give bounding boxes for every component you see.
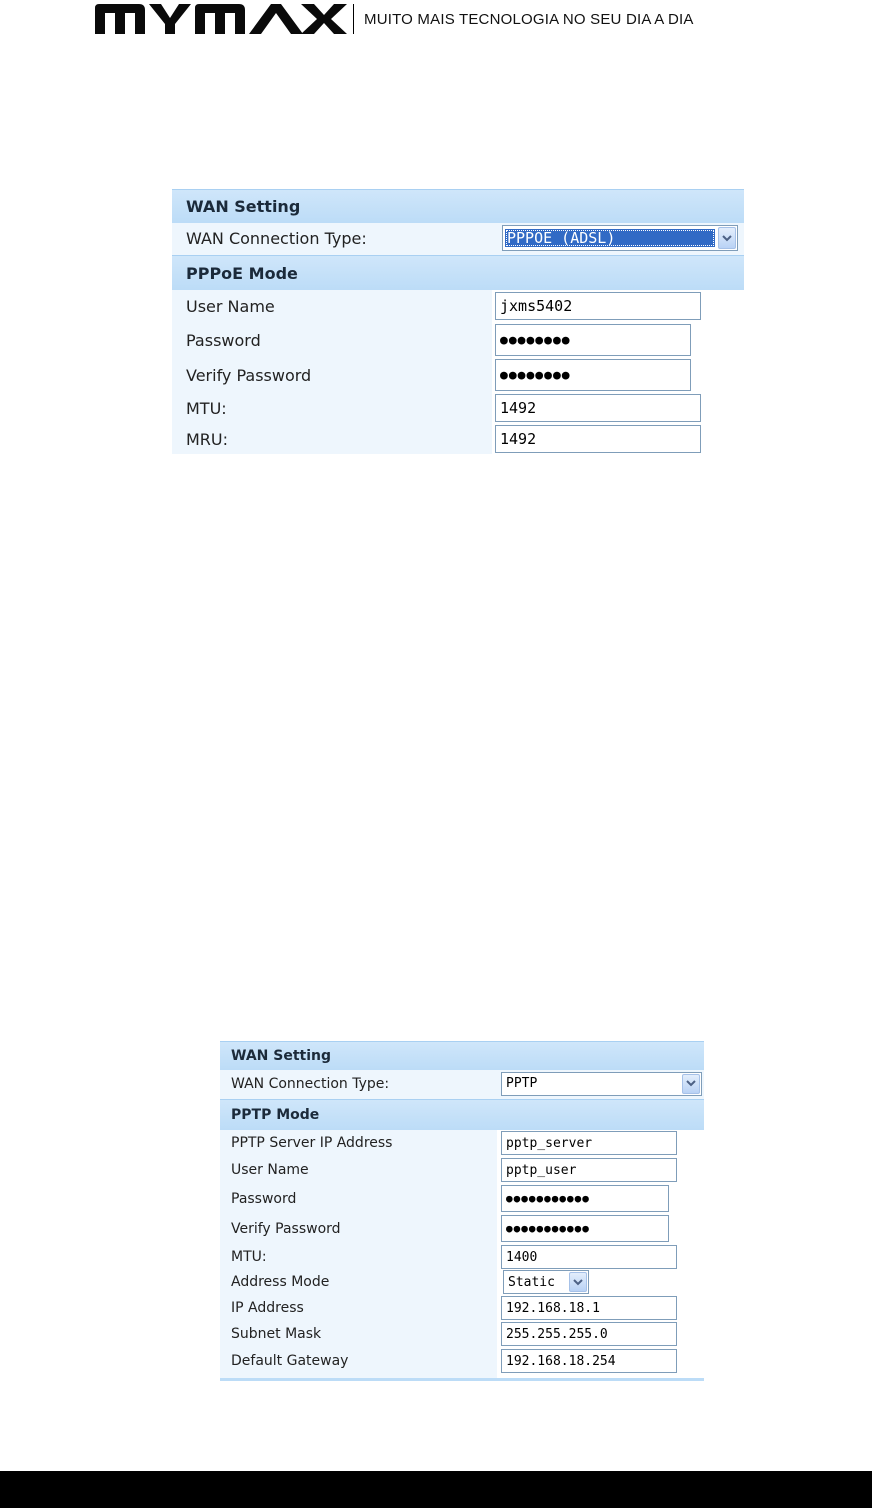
pptp-user-name-row	[220, 1157, 704, 1183]
pptp-address-mode-select[interactable]	[503, 1270, 589, 1294]
pptp-mtu-input[interactable]: 1400	[501, 1245, 677, 1269]
pptp-user-name-input[interactable]: pptp_user	[501, 1158, 677, 1182]
pptp-wan-connection-type-label: WAN Connection Type:	[231, 1075, 390, 1092]
pptp-verify-password-row	[220, 1214, 704, 1243]
pptp-subnet-mask-label: Subnet Mask	[231, 1326, 322, 1342]
wan-setting-header	[172, 189, 744, 223]
mru-label: MRU:	[186, 429, 229, 449]
pptp-wan-setting-title: WAN Setting	[231, 1048, 331, 1064]
pppoe-mode-title: PPPoE Mode	[186, 263, 298, 283]
pptp-wan-setting-header	[220, 1041, 704, 1070]
pppoe-verify-password-row	[172, 358, 744, 392]
verify-password-input[interactable]: ●●●●●●●●	[495, 359, 691, 391]
pptp-server-ip-input[interactable]: pptp_server	[501, 1131, 677, 1155]
verify-password-label: Verify Password	[186, 365, 312, 385]
brand-header	[95, 2, 694, 36]
chevron-down-icon[interactable]	[718, 227, 736, 249]
brand-divider	[353, 4, 354, 34]
pppoe-password-row	[172, 323, 744, 357]
pptp-subnet-mask-input[interactable]: 255.255.255.0	[501, 1322, 677, 1346]
password-label: Password	[186, 330, 261, 350]
pptp-default-gateway-label: Default Gateway	[231, 1353, 349, 1369]
wan-connection-type-row	[172, 223, 744, 253]
pptp-ip-address-row	[220, 1295, 704, 1321]
pptp-address-mode-label: Address Mode	[231, 1274, 330, 1290]
mtu-label: MTU:	[186, 398, 227, 418]
pptp-server-ip-row	[220, 1130, 704, 1156]
pptp-address-mode-value: Static	[508, 1274, 555, 1290]
pptp-wan-connection-type-select[interactable]	[501, 1072, 702, 1096]
user-name-label: User Name	[186, 296, 275, 316]
wan-connection-type-select[interactable]	[502, 225, 738, 251]
pptp-password-row	[220, 1184, 704, 1213]
chevron-down-icon[interactable]	[682, 1074, 700, 1094]
pppoe-mode-header	[172, 255, 744, 290]
pptp-fields-area	[220, 1130, 704, 1378]
pptp-password-input[interactable]: ●●●●●●●●●●●	[501, 1185, 669, 1212]
pptp-ip-address-input[interactable]: 192.168.18.1	[501, 1296, 677, 1320]
pppoe-settings-panel	[172, 189, 744, 454]
wan-connection-type-value: PPPOE (ADSL)	[505, 229, 715, 247]
pppoe-user-name-row	[172, 290, 744, 322]
user-name-input[interactable]: jxms5402	[495, 292, 701, 320]
pptp-subnet-mask-row	[220, 1321, 704, 1347]
mymax-logo	[95, 4, 347, 34]
pptp-address-mode-row	[220, 1269, 704, 1295]
wan-connection-type-label: WAN Connection Type:	[186, 228, 367, 248]
pptp-default-gateway-input[interactable]: 192.168.18.254	[501, 1349, 677, 1373]
wan-setting-title: WAN Setting	[186, 197, 301, 216]
pptp-ip-address-label: IP Address	[231, 1300, 304, 1316]
brand-tagline: MUITO MAIS TECNOLOGIA NO SEU DIA A DIA	[364, 10, 694, 28]
pptp-wan-connection-type-row	[220, 1070, 704, 1097]
pptp-verify-password-input[interactable]: ●●●●●●●●●●●	[501, 1215, 669, 1242]
mru-input[interactable]: 1492	[495, 425, 701, 453]
pptp-verify-password-label: Verify Password	[231, 1220, 341, 1237]
mtu-input[interactable]: 1492	[495, 394, 701, 422]
pptp-mode-header	[220, 1099, 704, 1130]
pptp-default-gateway-row	[220, 1348, 704, 1374]
pptp-user-name-label: User Name	[231, 1162, 309, 1178]
pptp-mtu-row	[220, 1244, 704, 1270]
pptp-password-label: Password	[231, 1190, 297, 1207]
password-input[interactable]: ●●●●●●●●	[495, 324, 691, 356]
pptp-mode-title: PPTP Mode	[231, 1107, 320, 1123]
pptp-wan-connection-type-value: PPTP	[506, 1076, 538, 1091]
chevron-down-icon[interactable]	[569, 1272, 587, 1292]
pptp-settings-panel	[220, 1041, 704, 1381]
pppoe-mtu-row	[172, 393, 744, 423]
pptp-server-ip-label: PPTP Server IP Address	[231, 1135, 393, 1151]
pppoe-fields-area	[172, 290, 744, 454]
pptp-mtu-label: MTU:	[231, 1249, 267, 1265]
pppoe-mru-row	[172, 424, 744, 454]
mymax-logo-graphic	[95, 4, 347, 34]
bottom-black-bar	[0, 1471, 872, 1508]
